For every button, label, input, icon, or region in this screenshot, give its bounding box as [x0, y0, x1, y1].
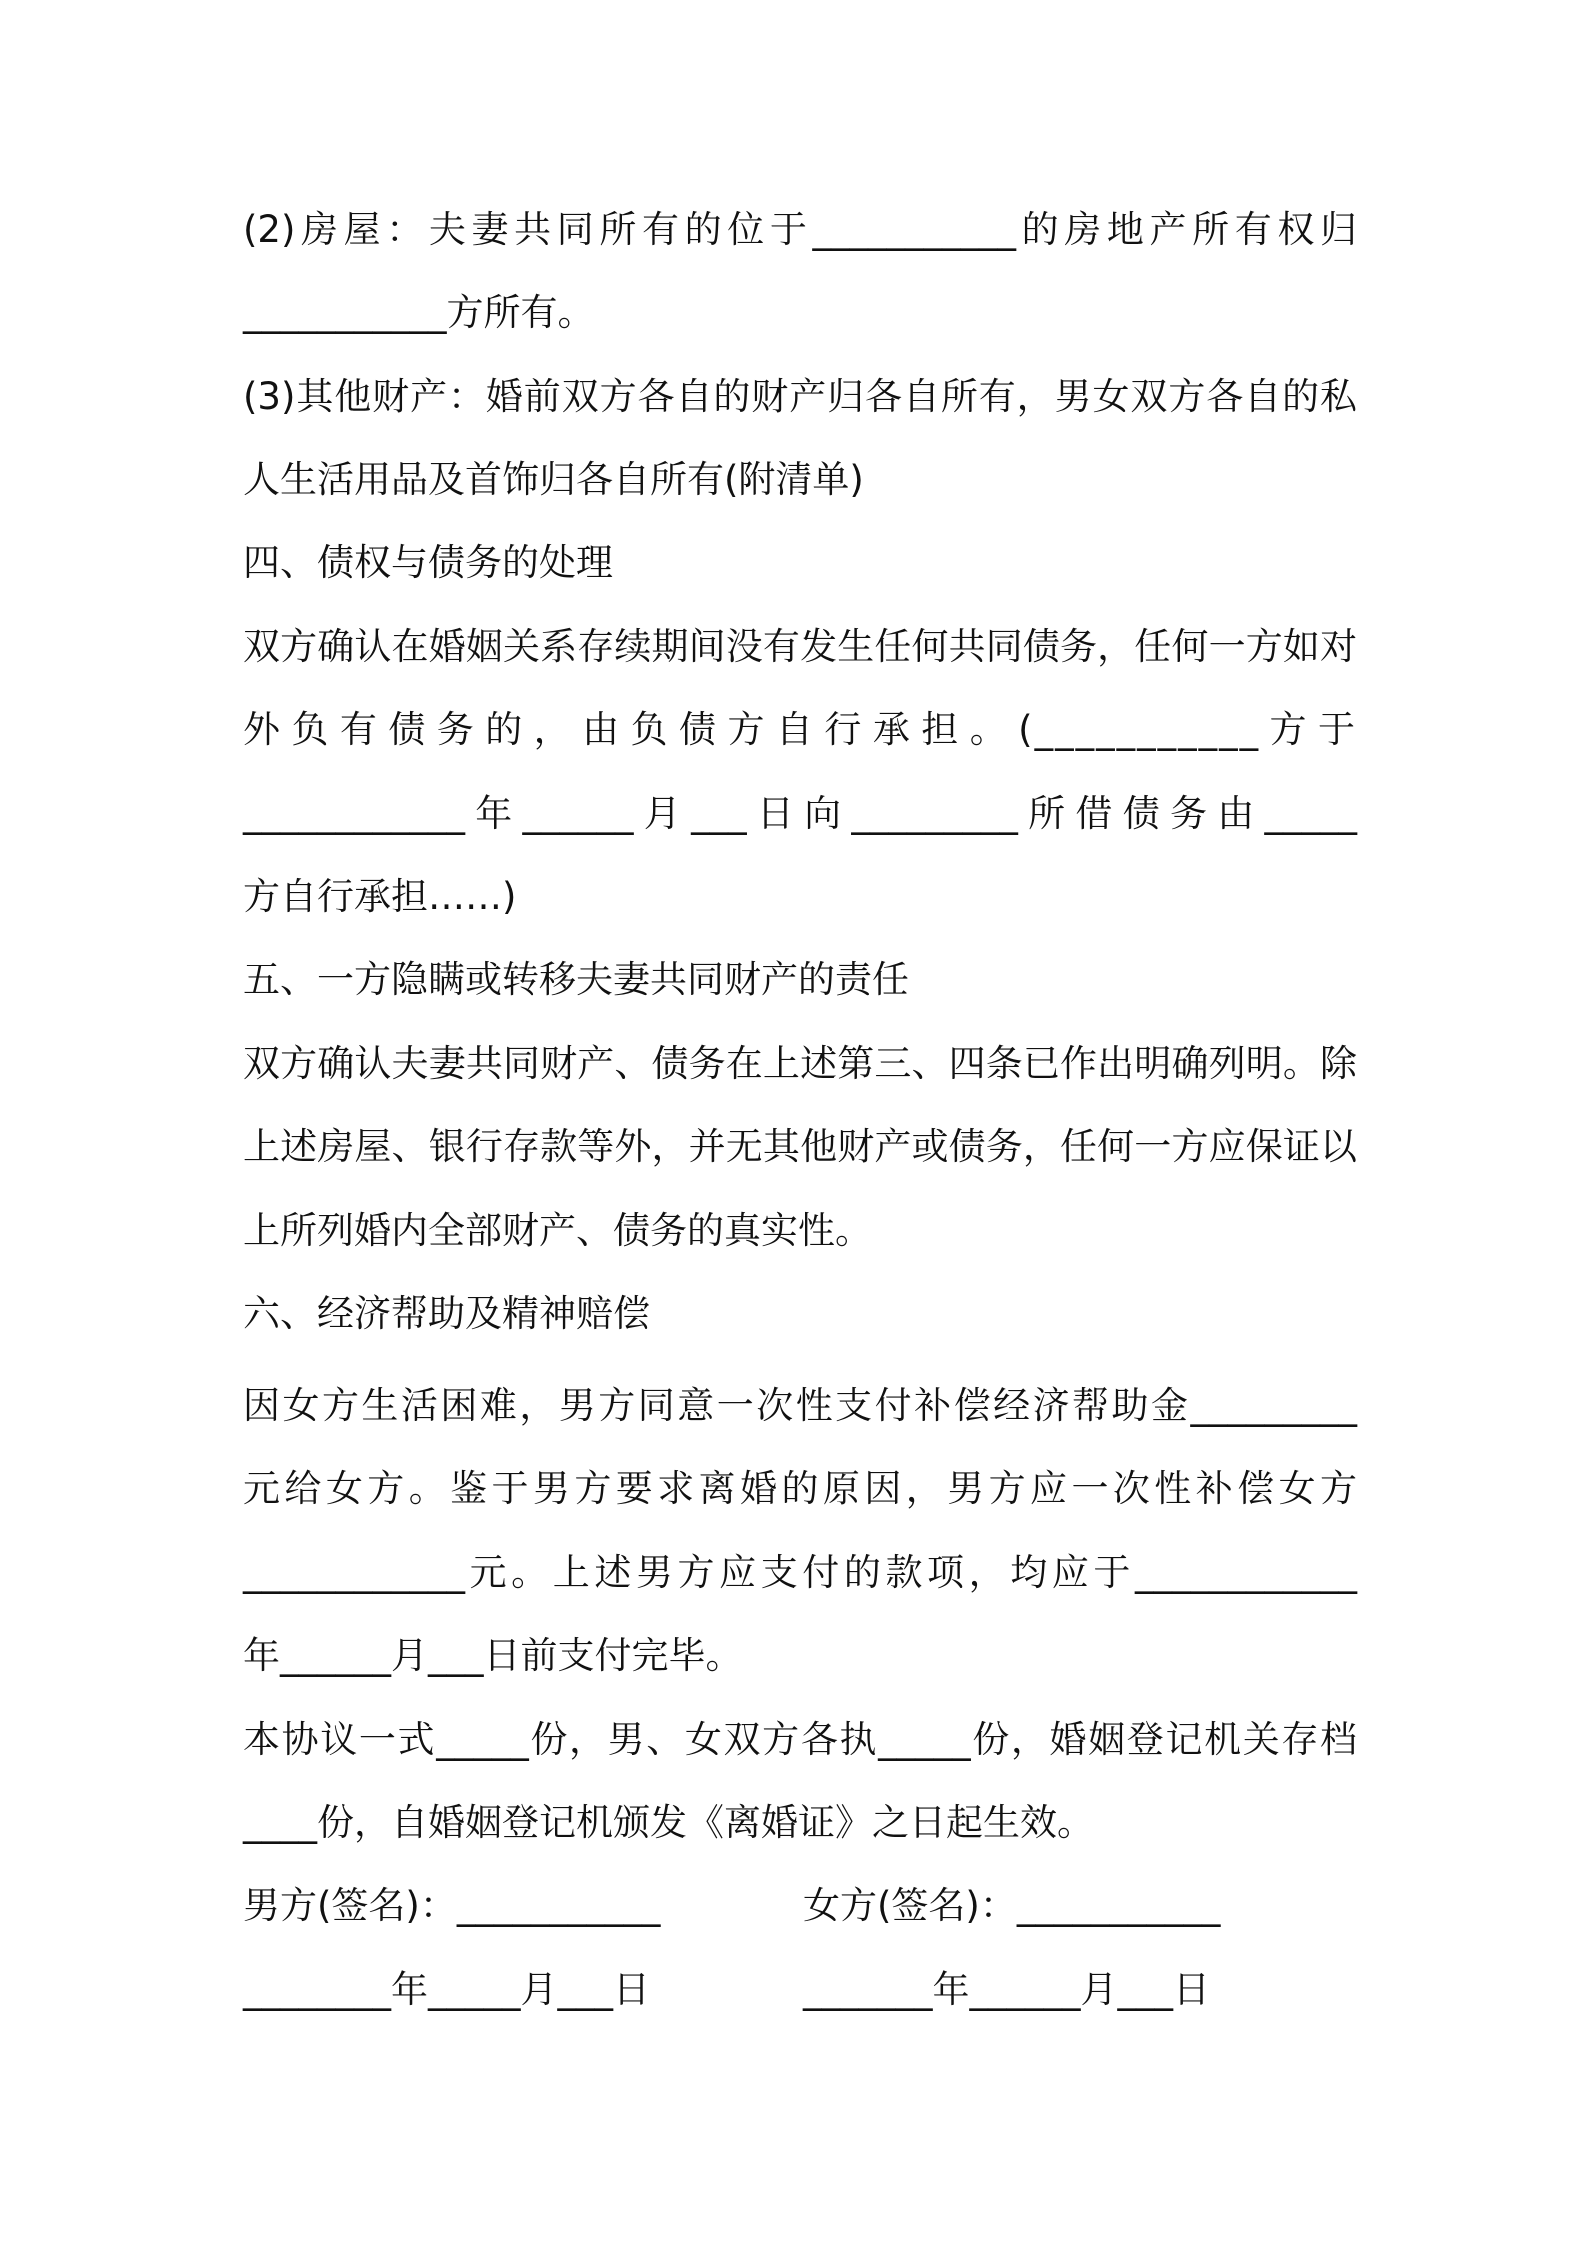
female-signature-label: 女方(签名)：___________ [803, 1884, 1221, 1927]
paragraph-line: ____________元。上述男方应支付的款项，均应于____________ [243, 1551, 1357, 1594]
section-heading: 四、债权与债务的处理 [243, 541, 613, 584]
paragraph-line: 本协议一式_____份，男、女双方各执_____份，婚姻登记机关存档 [243, 1718, 1357, 1761]
paragraph-line: 外负有债务的，由负债方自行承担。(___________方于 [243, 708, 1357, 751]
paragraph-line: ___________方所有。 [243, 291, 595, 334]
paragraph-line: 年______月___日前支付完毕。 [243, 1634, 743, 1677]
section-heading: 六、经济帮助及精神赔偿 [243, 1292, 650, 1335]
paragraph-line: 因女方生活困难，男方同意一次性支付补偿经济帮助金_________ [243, 1384, 1357, 1427]
section-heading: 五、一方隐瞒或转移夫妻共同财产的责任 [243, 958, 909, 1001]
paragraph-line: (3)其他财产：婚前双方各自的财产归各自所有，男女双方各自的私 [243, 375, 1357, 418]
paragraph-line: 人生活用品及首饰归各自所有(附清单) [243, 458, 864, 501]
paragraph-line: (2)房屋：夫妻共同所有的位于___________的房地产所有权归 [243, 208, 1357, 251]
paragraph-line: 方自行承担……) [243, 875, 517, 918]
male-signature-label: 男方(签名)：___________ [243, 1884, 661, 1927]
paragraph-line: 双方确认在婚姻关系存续期间没有发生任何共同债务，任何一方如对 [243, 625, 1357, 668]
paragraph-line: 上所列婚内全部财产、债务的真实性。 [243, 1209, 872, 1252]
paragraph-line: 双方确认夫妻共同财产、债务在上述第三、四条已作出明确列明。除 [243, 1042, 1357, 1085]
paragraph-line: ____________年______月___日向_________所借债务由_____ [243, 792, 1357, 835]
paragraph-line: 元给女方。鉴于男方要求离婚的原因，男方应一次性补偿女方 [243, 1467, 1357, 1510]
paragraph-line: ____份，自婚姻登记机颁发《离婚证》之日起生效。 [243, 1801, 1094, 1844]
female-signature-date: _______年______月___日 [803, 1968, 1210, 2011]
male-signature-date: ________年_____月___日 [243, 1968, 650, 2011]
paragraph-line: 上述房屋、银行存款等外，并无其他财产或债务，任何一方应保证以 [243, 1125, 1357, 1168]
